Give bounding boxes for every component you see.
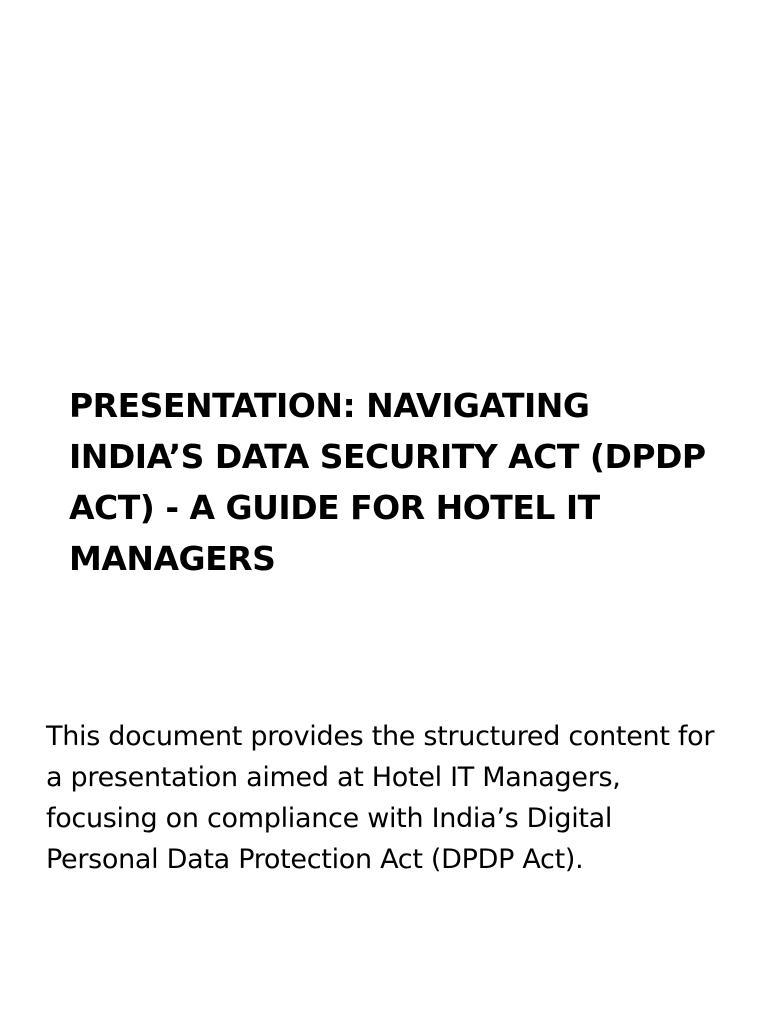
slide-title: PRESENTATION: NAVIGATING INDIA’S DATA SECURITY ACT (DPDP ACT) - A GUIDE FOR HOTEL IT MANAGERS [69, 386, 706, 578]
slide-body-text: This document provides the structured content for a presentation aimed at Hotel IT Managers, focusing on compliance with India’s Digital Personal Data Protection Act (DPDP Act). [46, 721, 715, 875]
